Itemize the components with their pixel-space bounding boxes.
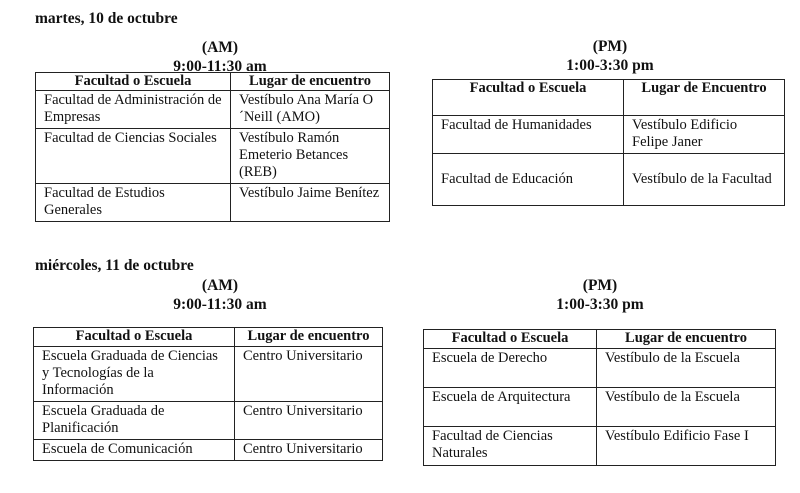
cell-lugar: Centro Universitario	[235, 347, 383, 402]
schedule-table-miercoles-am	[33, 327, 383, 461]
day-heading-martes: martes, 10 de octubre	[35, 10, 178, 27]
cell-facultad: Escuela de Arquitectura	[424, 388, 597, 427]
cell-facultad: Escuela de Comunicación	[34, 440, 235, 461]
cell-lugar: Vestíbulo de la Facultad	[624, 154, 785, 206]
table-row	[424, 427, 776, 466]
table-row	[36, 129, 390, 184]
cell-facultad: Facultad de Humanidades	[433, 116, 624, 154]
table-row	[34, 347, 383, 402]
cell-lugar: Vestíbulo Edificio Fase I	[597, 427, 776, 466]
table-row	[36, 91, 390, 129]
cell-lugar: Centro Universitario	[235, 402, 383, 440]
session-label: (PM)	[582, 277, 618, 294]
table-row	[424, 388, 776, 427]
cell-facultad: Facultad de Administración de Empresas	[36, 91, 231, 129]
day-heading-miercoles: miércoles, 11 de octubre	[35, 257, 194, 274]
schedule-table-miercoles-pm	[423, 329, 776, 466]
session-time: 9:00-11:30 am	[173, 58, 267, 75]
cell-facultad: Facultad de Educación	[433, 154, 624, 206]
cell-lugar: Vestíbulo de la Escuela	[597, 349, 776, 388]
cell-lugar: Vestíbulo de la Escuela	[597, 388, 776, 427]
session-heading-am	[150, 38, 290, 76]
cell-lugar: Vestíbulo Edificio Felipe Janer	[624, 116, 785, 154]
session-label: (AM)	[201, 277, 239, 294]
column-header-lugar: Lugar de encuentro	[597, 330, 776, 349]
session-heading-am	[150, 276, 290, 314]
table-header-row	[433, 80, 785, 116]
schedule-table-martes-am	[35, 72, 390, 222]
table-row	[433, 154, 785, 206]
table-row	[34, 440, 383, 461]
session-label: (AM)	[201, 39, 239, 56]
cell-facultad: Facultad de Ciencias Naturales	[424, 427, 597, 466]
table-row	[34, 402, 383, 440]
column-header-lugar: Lugar de encuentro	[235, 328, 383, 347]
cell-lugar: Vestíbulo Ana María O´Neill (AMO)	[231, 91, 390, 129]
table-header-row	[36, 73, 390, 91]
cell-facultad: Facultad de Estudios Generales	[36, 184, 231, 222]
column-header-facultad: Facultad o Escuela	[34, 328, 235, 347]
session-heading-pm	[540, 37, 680, 75]
cell-lugar: Vestíbulo Jaime Benítez	[231, 184, 390, 222]
session-heading-pm	[530, 276, 670, 314]
schedule-table-martes-pm	[432, 79, 785, 206]
table-header-row	[424, 330, 776, 349]
session-time: 1:00-3:30 pm	[566, 57, 654, 74]
session-time: 9:00-11:30 am	[173, 296, 267, 313]
column-header-lugar: Lugar de encuentro	[231, 73, 390, 91]
column-header-facultad: Facultad o Escuela	[424, 330, 597, 349]
cell-facultad: Facultad de Ciencias Sociales	[36, 129, 231, 184]
table-row	[433, 116, 785, 154]
cell-facultad: Escuela de Derecho	[424, 349, 597, 388]
table-header-row	[34, 328, 383, 347]
cell-facultad: Escuela Graduada de Planificación	[34, 402, 235, 440]
column-header-facultad: Facultad o Escuela	[36, 73, 231, 91]
session-label: (PM)	[592, 38, 628, 55]
table-row	[424, 349, 776, 388]
cell-lugar: Vestíbulo Ramón Emeterio Betances (REB)	[231, 129, 390, 184]
cell-facultad: Escuela Graduada de Ciencias y Tecnologías de la Información	[34, 347, 235, 402]
cell-lugar: Centro Universitario	[235, 440, 383, 461]
column-header-facultad: Facultad o Escuela	[433, 80, 624, 116]
table-row	[36, 184, 390, 222]
column-header-lugar: Lugar de Encuentro	[624, 80, 785, 116]
session-time: 1:00-3:30 pm	[556, 296, 644, 313]
